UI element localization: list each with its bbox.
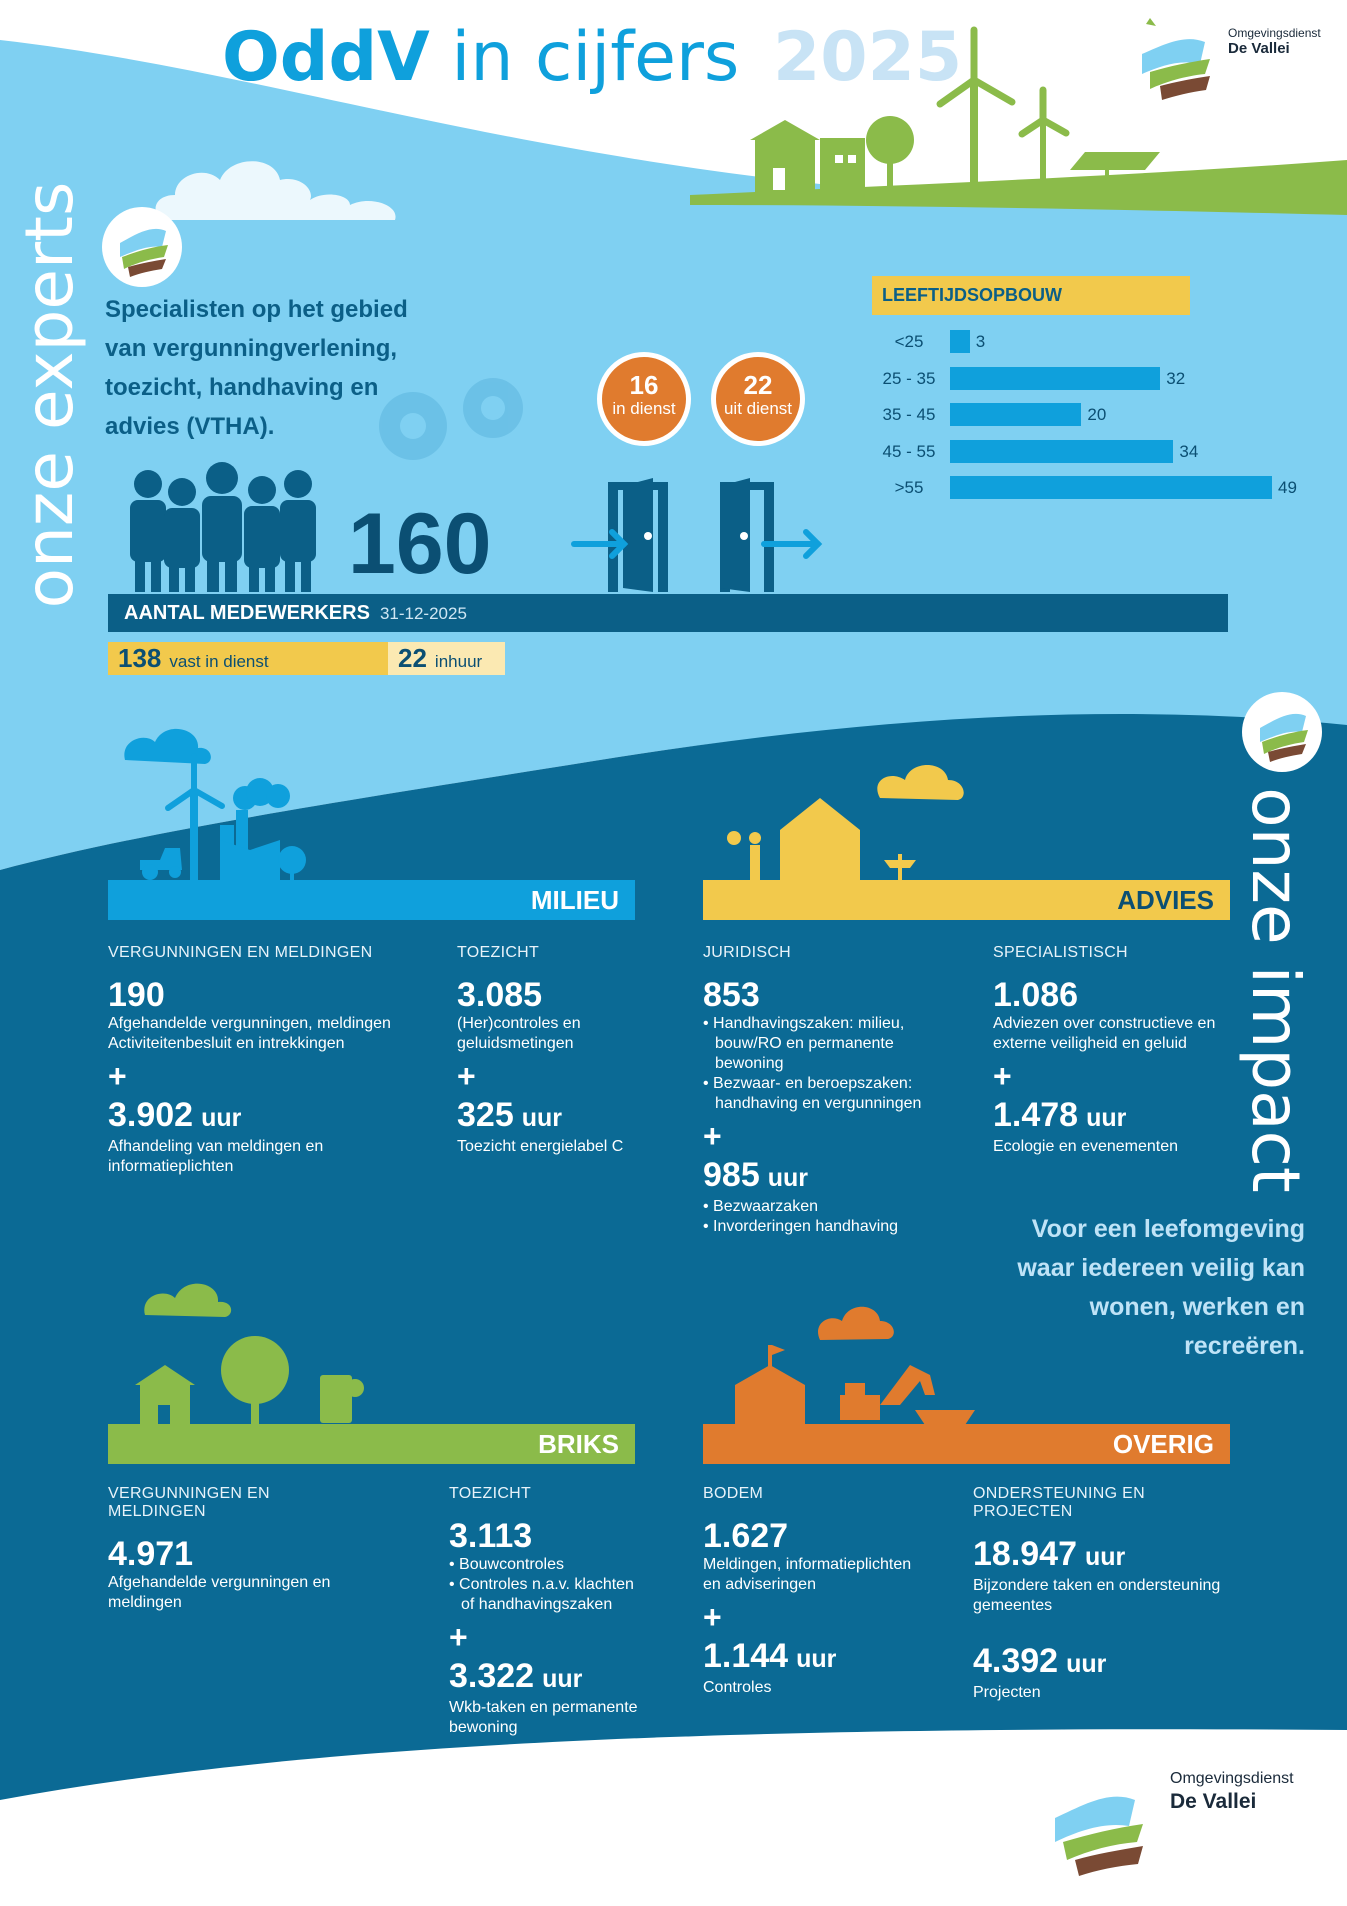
age-bar <box>950 330 970 353</box>
overig-col1-number1: 1.627 <box>703 1517 789 1555</box>
advies-col1-number1: 853 <box>703 976 760 1014</box>
title-year: 2025 <box>772 18 963 97</box>
advies-col2-number2: 1.478 <box>993 1096 1079 1134</box>
fixed-staff-number: 138 <box>118 643 162 673</box>
age-bar-value: 49 <box>1278 478 1297 497</box>
briks-col2-unit2: uur <box>542 1665 583 1693</box>
advies-col2-desc1: Adviezen over constructieve en externe veiligheid en geluid <box>993 1015 1216 1052</box>
age-bar <box>950 440 1173 463</box>
advies-col-juridisch <box>703 944 938 1241</box>
slogan: Voor een leefomgeving waar iedereen veilig kan wonen, werken en recreëren. <box>1017 1215 1305 1360</box>
advies-col1-bullet3: • Bezwaarzaken <box>703 1198 818 1215</box>
age-row-label: 25 - 35 <box>872 367 946 390</box>
overig-col1-desc1: Meldingen, informatieplichten en adviseringen <box>703 1556 912 1593</box>
overig-col2-desc1: Bijzondere taken en ondersteuning gemeentes <box>973 1577 1221 1614</box>
intro-text: Specialisten op het gebied van vergunningverlening, toezicht, handhaving en advies (VTHA). <box>105 296 408 440</box>
milieu-header: MILIEU <box>108 880 635 920</box>
cloud-icon <box>150 150 410 225</box>
logo-line2: De Vallei <box>1228 40 1290 57</box>
milieu-col1-heading: VERGUNNINGEN EN MELDINGEN <box>108 944 373 961</box>
footer-logo-icon <box>1035 1768 1155 1880</box>
age-bar <box>950 403 1081 426</box>
age-bar <box>950 367 1160 390</box>
briks-col1-heading: VERGUNNINGEN EN MELDINGEN <box>108 1485 270 1520</box>
landscape-illustration <box>740 20 1160 200</box>
overig-col2-desc2: Projecten <box>973 1684 1041 1701</box>
age-row-label: 45 - 55 <box>872 440 946 463</box>
milieu-col2-plus: + <box>457 1058 476 1094</box>
age-bar-value: 32 <box>1166 368 1186 388</box>
uit-dienst-badge <box>711 352 805 446</box>
overig-col1-unit2: uur <box>796 1645 837 1673</box>
milieu-col1-unit2: uur <box>201 1104 242 1132</box>
uit-dienst-label: uit dienst <box>723 399 793 418</box>
uit-dienst-number: 22 <box>743 370 773 400</box>
footer-logo-line1: Omgevingsdienst <box>1170 1770 1294 1787</box>
hired-staff-label: inhuur <box>434 652 483 671</box>
briks-col2-desc2: Wkb-taken en permanente bewoning <box>449 1699 638 1736</box>
milieu-col2-number2: 325 <box>457 1096 514 1134</box>
title-rest: in cijfers <box>451 18 740 97</box>
advies-col-specialistisch <box>993 944 1233 1161</box>
milieu-col1-desc2: Afhandeling van meldingen en informatieplichten <box>108 1138 324 1175</box>
staff-date: 31-12-2025 <box>379 604 467 623</box>
in-dienst-badge <box>597 352 691 446</box>
title-bold: OddV <box>222 18 430 97</box>
overig-header: OVERIG <box>703 1424 1230 1464</box>
advies-col2-number1: 1.086 <box>993 976 1079 1014</box>
badge-logo-icon <box>100 205 184 289</box>
overig-col1-heading: BODEM <box>703 1485 764 1502</box>
overig-illustration <box>730 1295 990 1425</box>
advies-col2-heading: SPECIALISTISCH <box>993 944 1128 961</box>
milieu-col1-desc1: Afgehandelde vergunningen, meldingen Activiteitenbesluit en intrekkingen <box>108 1015 391 1052</box>
briks-header: BRIKS <box>108 1424 635 1464</box>
milieu-col1-number1: 190 <box>108 976 165 1014</box>
in-dienst-label: in dienst <box>612 399 676 418</box>
people-group-icon <box>118 462 328 592</box>
briks-illustration <box>125 1270 385 1425</box>
milieu-col2-desc2: Toezicht energielabel C <box>457 1138 624 1155</box>
overig-col2-unit1: uur <box>1085 1543 1126 1571</box>
milieu-col2-desc1: (Her)controles en geluidsmetingen <box>457 1015 581 1052</box>
age-row-label: >55 <box>872 476 946 499</box>
milieu-col2-heading: TOEZICHT <box>457 944 540 961</box>
advies-col1-number2: 985 <box>703 1156 760 1194</box>
footer-logo-line2: De Vallei <box>1170 1790 1257 1813</box>
briks-col2-number2: 3.322 <box>449 1657 535 1695</box>
overig-col2-heading: ONDERSTEUNING EN PROJECTEN <box>973 1485 1145 1520</box>
milieu-col-toezicht <box>457 944 647 1161</box>
advies-col1-bullet1: • Handhavingszaken: milieu, bouw/RO en permanente bewoning <box>703 1015 905 1072</box>
logo-line1: Omgevingsdienst <box>1228 26 1321 40</box>
briks-col2-plus: + <box>449 1619 468 1655</box>
advies-col2-plus: + <box>993 1058 1012 1094</box>
milieu-col2-number1: 3.085 <box>457 976 543 1014</box>
age-bar-value: 34 <box>1179 441 1199 461</box>
briks-col1-desc1: Afgehandelde vergunningen en meldingen <box>108 1574 331 1611</box>
badge-logo-icon-right <box>1240 690 1324 774</box>
briks-col2-bullet1: • Bouwcontroles <box>449 1556 564 1573</box>
fixed-staff-segment <box>108 642 388 675</box>
briks-col1-number1: 4.971 <box>108 1535 194 1573</box>
overig-col2-number2: 4.392 <box>973 1642 1059 1680</box>
advies-col2-desc2: Ecologie en evenementen <box>993 1138 1179 1155</box>
age-bar-value: 3 <box>975 332 986 351</box>
milieu-illustration <box>120 720 350 880</box>
briks-col-toezicht <box>449 1485 649 1742</box>
overig-col1-plus: + <box>703 1599 722 1635</box>
milieu-col1-plus: + <box>108 1058 127 1094</box>
briks-col2-number1: 3.113 <box>449 1517 533 1555</box>
advies-col1-heading: JURIDISCH <box>703 944 792 961</box>
advies-illustration <box>720 750 980 880</box>
staff-label: AANTAL MEDEWERKERS <box>124 602 370 624</box>
age-chart-title: LEEFTIJDSOPBOUW <box>872 276 1190 315</box>
overig-col-ondersteuning <box>973 1485 1238 1707</box>
age-row-label: 35 - 45 <box>872 403 946 426</box>
overig-col2-number1: 18.947 <box>973 1535 1077 1573</box>
overig-col1-number2: 1.144 <box>703 1637 789 1675</box>
advies-col1-plus: + <box>703 1118 722 1154</box>
advies-header: ADVIES <box>703 880 1230 920</box>
milieu-col2-unit2: uur <box>521 1104 563 1132</box>
overig-col-bodem <box>703 1485 933 1702</box>
advies-col1-unit2: uur <box>767 1164 809 1192</box>
staff-bar <box>108 594 1228 632</box>
gears-icon <box>365 368 535 478</box>
hired-staff-number: 22 <box>398 643 427 673</box>
overig-col2-unit2: uur <box>1066 1650 1107 1678</box>
staff-total: 160 <box>348 496 492 592</box>
overig-col1-desc2: Controles <box>703 1679 772 1696</box>
hired-staff-segment <box>388 642 505 675</box>
side-label-experts: onze experts <box>11 181 88 609</box>
doors-icon <box>568 472 838 596</box>
age-bar-value: 20 <box>1087 405 1107 424</box>
briks-col-vergunningen <box>108 1485 368 1617</box>
briks-col2-bullet2: • Controles n.a.v. klachten of handhavingszaken <box>449 1576 634 1613</box>
in-dienst-number: 16 <box>629 370 659 400</box>
milieu-col-vergunningen <box>108 944 408 1181</box>
advies-col2-unit2: uur <box>1086 1104 1127 1132</box>
advies-col1-bullet4: • Invorderingen handhaving <box>703 1218 899 1235</box>
age-row-label: <25 <box>872 330 946 353</box>
milieu-col1-number2: 3.902 <box>108 1096 194 1134</box>
side-label-impact: onze impact <box>1237 787 1314 1193</box>
briks-col2-heading: TOEZICHT <box>449 1485 532 1502</box>
fixed-staff-label: vast in dienst <box>169 652 269 671</box>
advies-col1-bullet2: • Bezwaar- en beroepszaken: handhaving en vergunningen <box>703 1075 922 1112</box>
age-bar <box>950 476 1272 499</box>
